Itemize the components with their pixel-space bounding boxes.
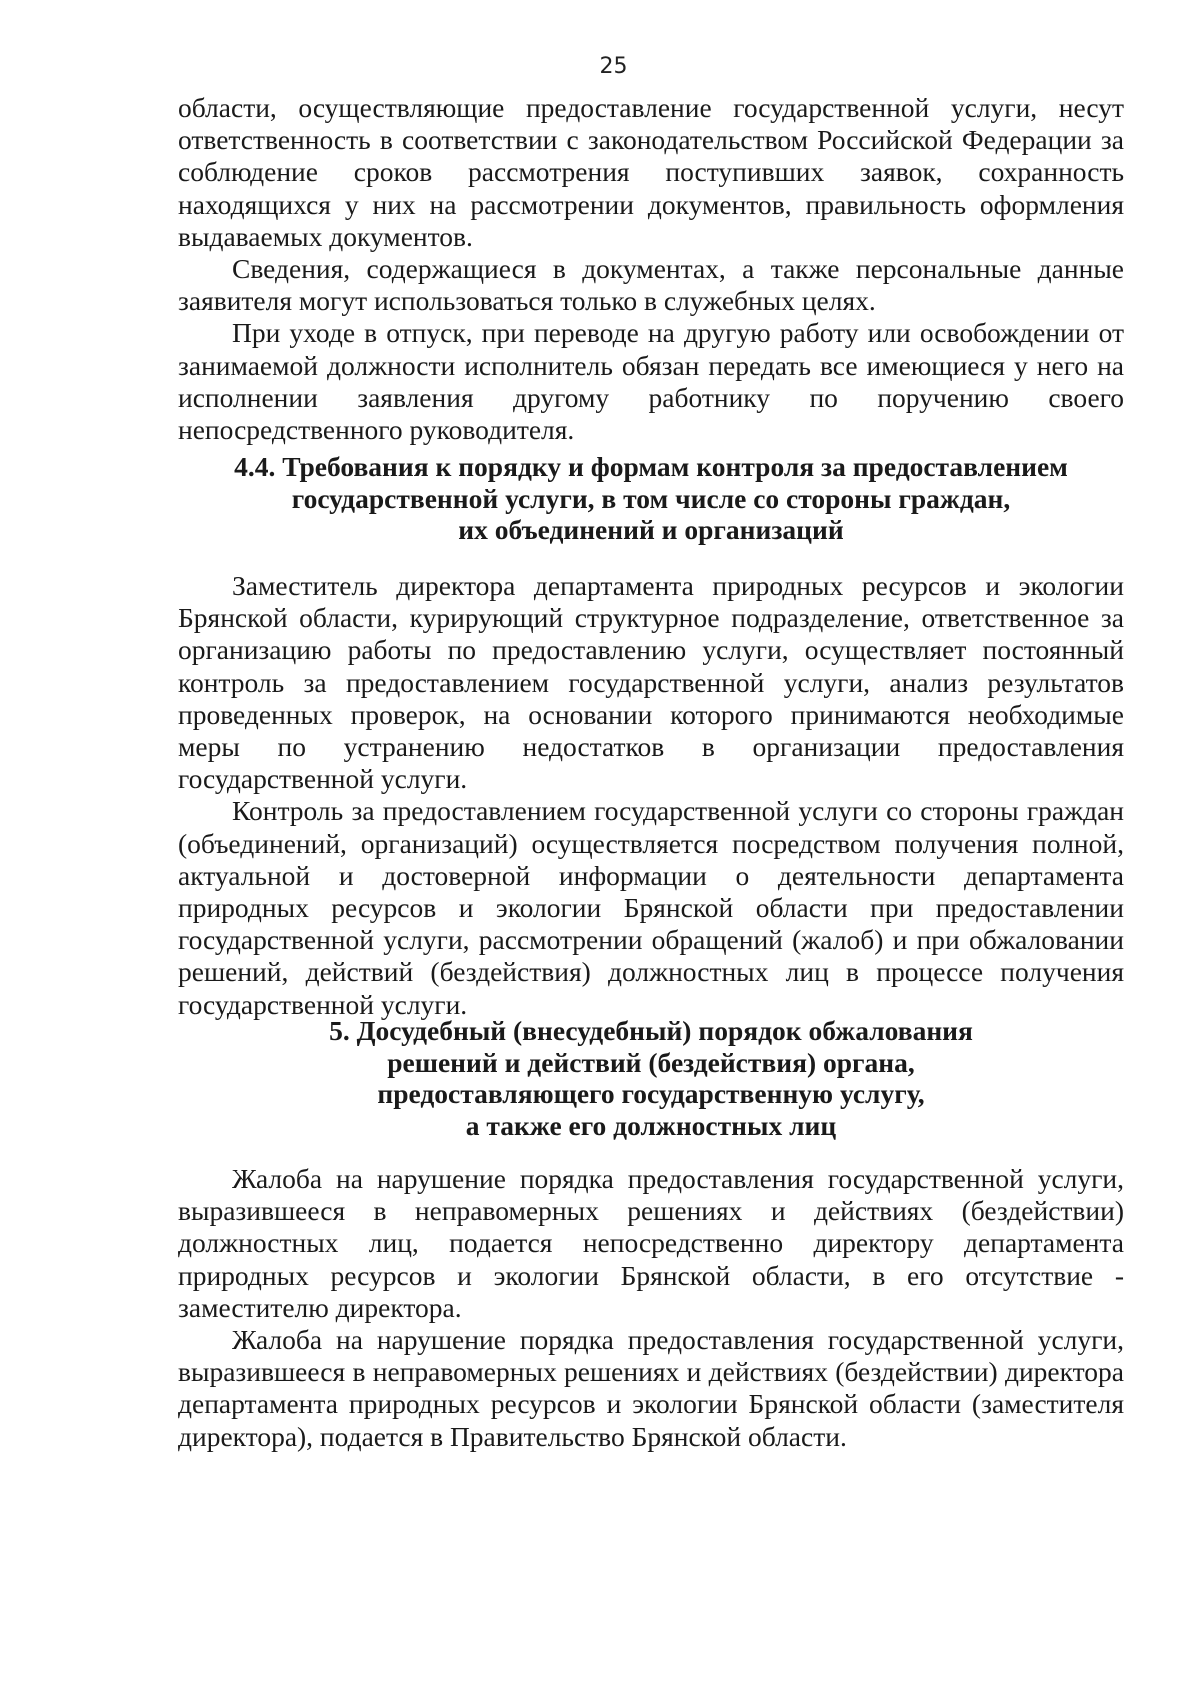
- heading-line: 4.4. Требования к порядку и формам контроля за предоставлением: [234, 451, 1068, 482]
- heading-line: а также его должностных лиц: [465, 1109, 837, 1141]
- section-4-4-heading: [178, 451, 1124, 546]
- paragraph-confidentiality: Сведения, содержащиеся в документах, а также персональные данные заявителя могут использоваться только в служебных целях.: [178, 253, 1124, 317]
- heading-line: решений и действий (бездействия) органа,: [387, 1046, 915, 1078]
- heading-line: 5. Досудебный (внесудебный) порядок обжалования: [329, 1015, 973, 1046]
- paragraph-complaint-director: Жалоба на нарушение порядка предоставления государственной услуги, выразившееся в неправомерных решениях и действиях (бездействии) директора департамента природных ресурсов и экологии Брянской области (заместителя директора), подается в Правительство Брянской области.: [178, 1324, 1124, 1452]
- document-page: [178, 0, 1124, 1695]
- intro-text-block: [178, 92, 1124, 446]
- heading-line: их объединений и организаций: [458, 514, 844, 545]
- heading-line: предоставляющего государственную услугу,: [377, 1078, 925, 1109]
- section-5-heading: [178, 1015, 1124, 1141]
- paragraph-handover: При уходе в отпуск, при переводе на другую работу или освобождении от занимаемой должности исполнитель обязан передать все имеющиеся у него на исполнении заявления другому работнику по поручению своего непосредственного руководителя.: [178, 317, 1124, 446]
- heading-line: государственной услуги, в том числе со стороны граждан,: [291, 482, 1011, 514]
- paragraph-deputy-control: Заместитель директора департамента природных ресурсов и экологии Брянской области, курирующий структурное подразделение, ответственное за организацию работы по предоставлению услуги, осуществляет постоянный контроль за предоставлением государственной услуги, анализ результатов проведенных проверок, на основании которого принимаются необходимые меры по устранению недостатков в организации предоставления государственной услуги.: [178, 570, 1124, 795]
- page-number: 25: [599, 54, 628, 79]
- section-4-4-body: [178, 570, 1124, 1021]
- paragraph-complaint-officials: Жалоба на нарушение порядка предоставления государственной услуги, выразившееся в неправомерных решениях и действиях (бездействии) должностных лиц, подается непосредственно директору департамента природных ресурсов и экологии Брянской области, в его отсутствие - заместителю директора.: [178, 1163, 1124, 1323]
- paragraph-continuation: области, осуществляющие предоставление государственной услуги, несут ответственность в соответствии с законодательством Российской Федерации за соблюдение сроков рассмотрения поступивших заявок, сохранность находящихся у них на рассмотрении документов, правильность оформления выдаваемых документов.: [178, 92, 1124, 252]
- section-5-body: [178, 1163, 1124, 1453]
- paragraph-citizen-control: Контроль за предоставлением государственной услуги со стороны граждан (объединений, организаций) осуществляется посредством получения полной, актуальной и достоверной информации о деятельности департамента природных ресурсов и экологии Брянской области при предоставлении государственной услуги, рассмотрении обращений (жалоб) и при обжаловании решений, действий (бездействия) должностных лиц в процессе получения государственной услуги.: [178, 795, 1124, 1020]
